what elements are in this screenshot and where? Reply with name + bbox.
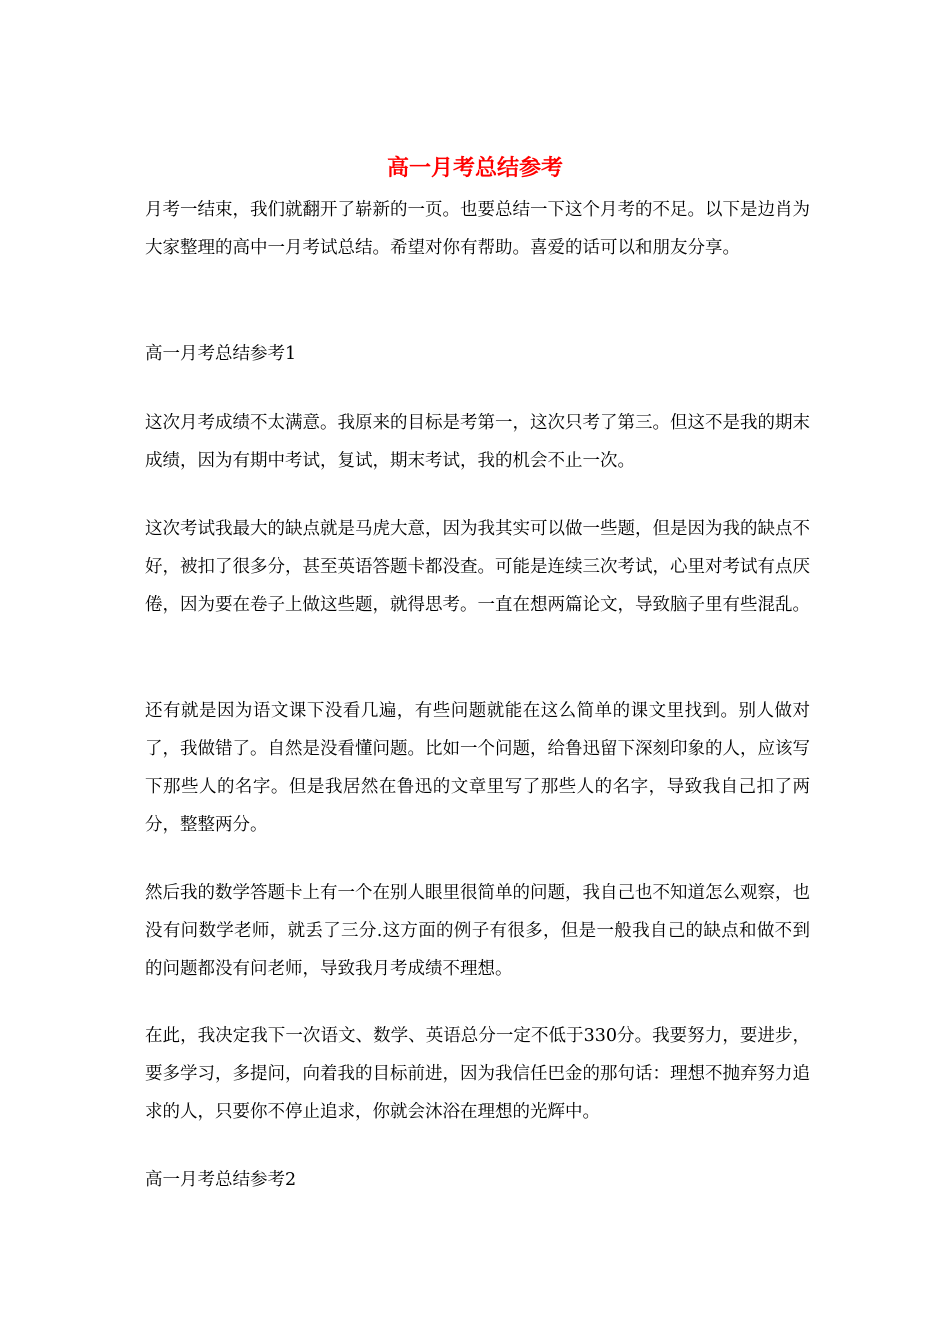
paragraph-2: 这次考试我最大的缺点就是马虎大意，因为我其实可以做一些题，但是因为我的缺点不好，被扣了很多分，甚至英语答题卡都没查。可能是连续三次考试，心里对考试有点厌倦，因为要在卷子上做这些题，就得思考。一直在想两篇论文，导致脑子里有些混乱。 (145, 519, 810, 615)
paragraph-5: 在此，我决定我下一次语文、数学、英语总分一定不低于330分。我要努力，要进步，要多学习，多提问，向着我的目标前进，因为我信任巴金的那句话：理想不抛弃努力追求的人，只要你不停止追求，你就会沐浴在理想的光辉中。 (145, 1026, 810, 1122)
document-title: 高一月考总结参考 (386, 155, 563, 181)
paragraph-4: 然后我的数学答题卡上有一个在别人眼里很简单的问题，我自己也不知道怎么观察，也没有问数学老师，就丢了三分.这方面的例子有很多，但是一般我自己的缺点和做不到的问题都没有问老师，导致我月考成绩不理想。 (145, 883, 810, 979)
paragraph-1: 这次月考成绩不太满意。我原来的目标是考第一，这次只考了第三。但这不是我的期末成绩，因为有期中考试，复试，期末考试，我的机会不止一次。 (145, 413, 810, 471)
paragraph-3: 还有就是因为语文课下没看几遍，有些问题就能在这么简单的课文里找到。别人做对了，我做错了。自然是没看懂问题。比如一个问题，给鲁迅留下深刻印象的人，应该写下那些人的名字。但是我居然在鲁迅的文章里写了那些人的名字，导致我自己扣了两分，整整两分。 (145, 701, 810, 835)
intro-paragraph: 月考一结束，我们就翻开了崭新的一页。也要总结一下这个月考的不足。以下是边肖为大家整理的高中一月考试总结。希望对你有帮助。喜爱的话可以和朋友分享。 (145, 200, 810, 258)
section-heading-2: 高一月考总结参考2 (145, 1170, 297, 1190)
section-heading-1: 高一月考总结参考1 (145, 344, 297, 364)
